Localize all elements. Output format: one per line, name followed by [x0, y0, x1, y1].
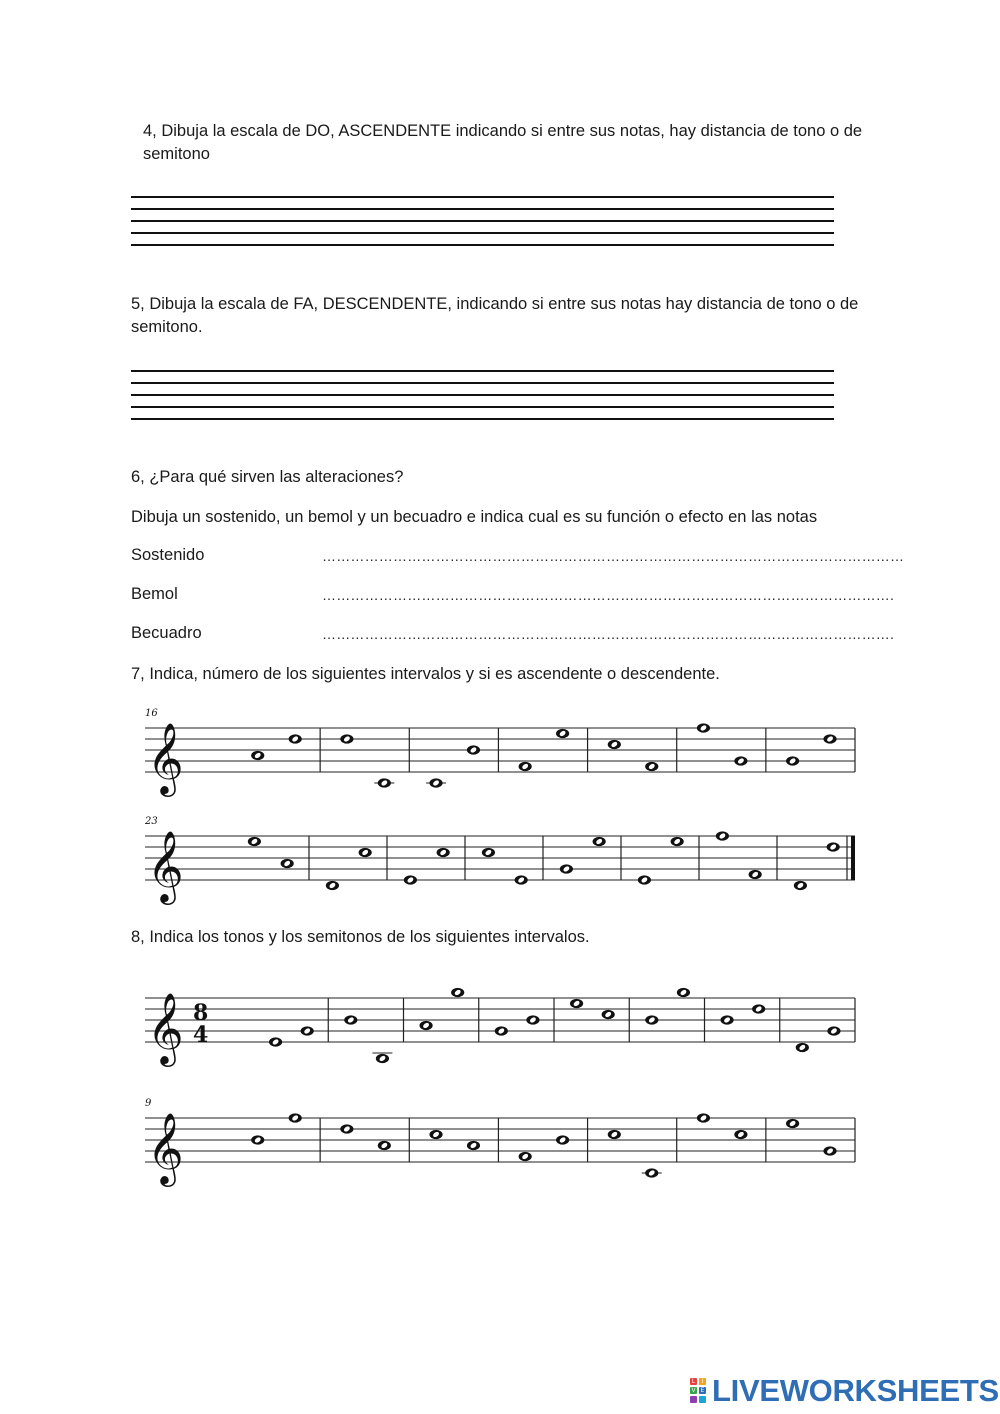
alteration-label-sostenido: Sostenido — [131, 546, 205, 564]
question-4 — [143, 120, 873, 166]
whole-note — [248, 837, 261, 846]
question-8 — [131, 926, 590, 949]
whole-note — [677, 988, 690, 997]
whole-note — [281, 859, 294, 868]
whole-note — [526, 1015, 539, 1024]
whole-note — [340, 1124, 353, 1133]
whole-note — [827, 842, 840, 851]
music-staff-8a — [143, 970, 863, 1064]
question-8-text: 8, Indica los tonos y los semitonos de los siguientes intervalos. — [131, 928, 590, 946]
music-staff-8b — [143, 1090, 863, 1184]
alteration-answer-bemol[interactable]: …………………………………………………………………………………………………………. — [322, 587, 895, 603]
whole-note — [289, 734, 302, 743]
whole-note — [326, 881, 339, 890]
treble-clef-icon: 𝄞 — [147, 721, 184, 794]
whole-note — [697, 1113, 710, 1122]
whole-note — [720, 1015, 733, 1024]
question-6-instruction-text: Dibuja un sostenido, un bemol y un becuadro e indica cual es su función o efecto en las notas — [131, 508, 818, 526]
whole-note — [608, 1130, 621, 1139]
logo-tiles-icon: L I V E — [690, 1378, 708, 1404]
alteration-label-becuadro: Becuadro — [131, 624, 202, 642]
whole-note — [269, 1037, 282, 1046]
whole-note — [301, 1026, 314, 1035]
whole-note — [376, 1054, 389, 1063]
whole-note — [671, 837, 684, 846]
measure-number: 23 — [145, 816, 158, 827]
whole-note — [752, 1004, 765, 1013]
whole-note — [645, 1168, 658, 1177]
whole-note — [645, 1015, 658, 1024]
whole-note — [451, 988, 464, 997]
whole-note — [734, 1130, 747, 1139]
whole-note — [827, 1026, 840, 1035]
whole-note — [519, 1152, 532, 1161]
whole-note — [467, 1141, 480, 1150]
whole-note — [608, 740, 621, 749]
whole-note — [786, 1119, 799, 1128]
treble-clef-icon: 𝄞 — [147, 1111, 184, 1184]
music-staff-7a — [143, 700, 863, 794]
whole-note — [378, 778, 391, 787]
treble-clef-icon: 𝄞 — [147, 829, 184, 902]
whole-note — [560, 864, 573, 873]
question-7 — [131, 663, 720, 686]
whole-note — [593, 837, 606, 846]
time-signature-bottom: 4 — [193, 1022, 209, 1048]
question-4-text: 4, Dibuja la escala de DO, ASCENDENTE indicando si entre sus notas, hay distancia de tono o de semitono — [143, 122, 863, 163]
measure-number: 16 — [145, 708, 158, 719]
whole-note — [419, 1021, 432, 1030]
music-staff-7b — [143, 808, 863, 902]
whole-note — [251, 751, 264, 760]
blank-staff-fa-scale[interactable] — [131, 370, 834, 418]
whole-note — [519, 762, 532, 771]
final-barline-thick — [851, 836, 855, 880]
question-7-text: 7, Indica, número de los siguientes intervalos y si es ascendente o descendente. — [131, 665, 720, 683]
whole-note — [515, 875, 528, 884]
whole-note — [794, 881, 807, 890]
alteration-answer-sostenido[interactable]: …………………………………………………………………………………………………………… — [322, 548, 905, 564]
whole-note — [734, 756, 747, 765]
question-6-instruction — [131, 506, 817, 529]
whole-note — [556, 1135, 569, 1144]
whole-note — [251, 1135, 264, 1144]
alteration-answer-becuadro[interactable]: …………………………………………………………………………………………………………. — [322, 626, 895, 642]
whole-note — [437, 848, 450, 857]
whole-note — [404, 875, 417, 884]
whole-note — [602, 1010, 615, 1019]
whole-note — [716, 831, 729, 840]
whole-note — [556, 729, 569, 738]
whole-note — [749, 870, 762, 879]
liveworksheets-logo — [690, 1373, 999, 1408]
question-5 — [131, 293, 871, 339]
blank-staff-do-scale[interactable] — [131, 196, 834, 244]
question-6-title — [131, 466, 403, 489]
whole-note — [340, 734, 353, 743]
whole-note — [697, 723, 710, 732]
time-signature-top: 8 — [193, 1000, 209, 1026]
whole-note — [823, 734, 836, 743]
whole-note — [570, 999, 583, 1008]
whole-note — [429, 778, 442, 787]
whole-note — [482, 848, 495, 857]
whole-note — [645, 762, 658, 771]
measure-number: 9 — [145, 1098, 152, 1109]
treble-clef-icon: 𝄞 — [147, 991, 184, 1064]
whole-note — [344, 1015, 357, 1024]
whole-note — [429, 1130, 442, 1139]
whole-note — [495, 1026, 508, 1035]
whole-note — [378, 1141, 391, 1150]
question-5-text: 5, Dibuja la escala de FA, DESCENDENTE, indicando si entre sus notas hay distancia de tono o de semitono. — [131, 295, 859, 336]
logo-text: LIVEWORKSHEETS — [712, 1373, 999, 1408]
whole-note — [786, 756, 799, 765]
whole-note — [823, 1146, 836, 1155]
whole-note — [359, 848, 372, 857]
whole-note — [289, 1113, 302, 1122]
whole-note — [467, 745, 480, 754]
alteration-label-bemol: Bemol — [131, 585, 178, 603]
whole-note — [796, 1043, 809, 1052]
question-6-title-text: 6, ¿Para qué sirven las alteraciones? — [131, 468, 404, 486]
whole-note — [638, 875, 651, 884]
